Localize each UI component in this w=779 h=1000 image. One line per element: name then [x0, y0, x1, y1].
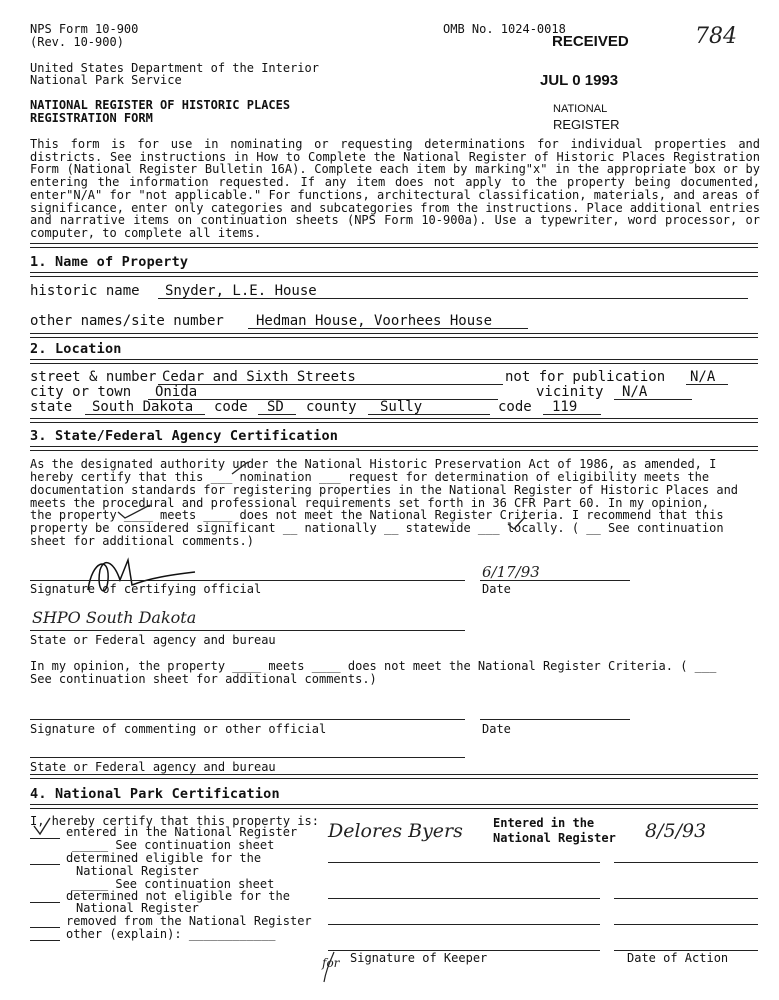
- other-names-label: other names/site number: [30, 313, 224, 329]
- state-label: state: [30, 399, 73, 415]
- certification-text-line: As the designated authority under the National Historic Preservation Act of 1986, as amended, I: [30, 457, 717, 471]
- blank-other: [30, 940, 60, 941]
- agency-line: [30, 757, 465, 758]
- signature-line: [328, 924, 600, 925]
- state-code-value: SD: [267, 399, 284, 415]
- county-code-value: 119: [552, 399, 578, 415]
- state-value: South Dakota: [92, 399, 194, 415]
- not-for-publication-label: not for publication: [505, 369, 666, 385]
- blank-not-eligible: [30, 902, 60, 903]
- check-meets-mark: [118, 505, 150, 518]
- date-of-action-label: Date of Action: [627, 951, 729, 965]
- received-office-stamp-1: NATIONAL: [553, 103, 608, 115]
- entered-stamp-line-1: Entered in the: [493, 816, 595, 830]
- certify-statement: I, hereby certify that this property is:: [30, 814, 319, 828]
- rule: [30, 774, 758, 779]
- for-mark: for: [322, 956, 340, 970]
- handwritten-number: 784: [695, 24, 737, 49]
- section-3-heading: 3. State/Federal Agency Certification: [30, 428, 339, 444]
- county-code-label: code: [498, 399, 532, 415]
- certifying-signature-label: Signature of certifying official: [30, 582, 262, 596]
- county-value: Sully: [380, 399, 423, 415]
- street-label: street & number: [30, 369, 157, 385]
- state-code-label: code: [214, 399, 248, 415]
- historic-name-value: Snyder, L.E. House: [165, 283, 317, 299]
- opinion-text-line: See continuation sheet for additional comments.): [30, 672, 377, 686]
- not-for-publication-value: N/A: [690, 369, 716, 385]
- form-subtitle: REGISTRATION FORM: [30, 111, 153, 125]
- blank-entered: [30, 838, 60, 839]
- option-continuation: _____ See continuation sheet: [72, 838, 275, 852]
- received-office-stamp-2: REGISTER: [553, 117, 620, 132]
- section-1-heading: 1. Name of Property: [30, 254, 189, 270]
- omb-number: OMB No. 1024-0018: [443, 22, 566, 36]
- option-eligible: determined eligible for the: [66, 851, 262, 865]
- certification-text-line: meets the procedural and professional requirements set forth in 36 CFR Part 60. In my opinion,: [30, 496, 710, 510]
- entered-stamp-line-2: National Register: [493, 831, 616, 845]
- certification-date-label: Date: [482, 582, 511, 596]
- form-revision: (Rev. 10-900): [30, 35, 124, 49]
- agency-line: [30, 630, 465, 631]
- vicinity-label: vicinity: [536, 384, 604, 400]
- service-name: National Park Service: [30, 73, 182, 87]
- instructions-paragraph: This form is for use in nominating or requesting determinations for individual properties and districts. See instructions in How to Complete the National Register of Historic Places Registration Form (National Register Bulletin 16A). Complete each item by marking"x" in the appropriate box or by entering the information requested. If any item does not apply to the property being documented, enter"N/A" for "not applicable." For functions, architectural classification, materials, and areas of significance, enter only categories and subcategories from the instructions. Place additional entries and narrative items on continuation sheets (NPS Form 10-900a). Use a typewriter, word processor, or computer, to complete all items.: [30, 137, 760, 240]
- check-locally-mark: [508, 517, 525, 529]
- signature-line: [328, 862, 600, 863]
- opinion-text-line: In my opinion, the property ____ meets ____ does not meet the National Register Criteria. ( ___: [30, 659, 717, 673]
- received-date-stamp: JUL 0 1993: [540, 72, 619, 89]
- county-label: county: [306, 399, 357, 415]
- street-value: Cedar and Sixth Streets: [162, 369, 356, 385]
- signature-line: [30, 719, 465, 720]
- date-line: [614, 862, 758, 863]
- option-not-eligible-2: National Register: [76, 901, 199, 915]
- agency-label-2: State or Federal agency and bureau: [30, 760, 276, 774]
- rule: [30, 804, 758, 809]
- form-number: NPS Form 10-900: [30, 22, 139, 36]
- city-label: city or town: [30, 384, 132, 400]
- date-line: [614, 924, 758, 925]
- signature-line: [30, 580, 465, 581]
- form-title: NATIONAL REGISTER OF HISTORIC PLACES: [30, 98, 291, 112]
- certification-text-line: hereby certify that this ___ nomination ___ request for determination of eligibility meets the: [30, 470, 710, 484]
- date-line: [614, 898, 758, 899]
- certification-text-line: sheet for additional comments.): [30, 534, 254, 548]
- option-eligible-2: National Register: [76, 864, 199, 878]
- keeper-signature-label: Signature of Keeper: [350, 951, 488, 965]
- agency-label: State or Federal agency and bureau: [30, 633, 276, 647]
- option-entered: entered in the National Register: [66, 825, 298, 839]
- certification-date-value: 6/17/93: [482, 563, 540, 581]
- vicinity-value: N/A: [622, 384, 648, 400]
- department-name: United States Department of the Interior: [30, 61, 319, 75]
- date-line: [480, 580, 630, 581]
- blank-eligible: [30, 864, 60, 865]
- section-4-heading: 4. National Park Certification: [30, 786, 280, 802]
- check-nomination-mark: [232, 462, 248, 474]
- agency-handwritten: SHPO South Dakota: [32, 608, 197, 627]
- certification-text-line: documentation standards for registering properties in the National Register of Historic Places and: [30, 483, 739, 497]
- action-date-value: 8/5/93: [645, 820, 707, 842]
- keeper-signature: Delores Byers: [328, 820, 463, 842]
- certification-text-line: the property ____ meets ____ does not meet the National Register Criteria. I recommend that this: [30, 508, 724, 522]
- date-line: [480, 719, 630, 720]
- commenting-date-label: Date: [482, 722, 511, 736]
- option-not-eligible: determined not eligible for the: [66, 889, 290, 903]
- option-removed: removed from the National Register: [66, 914, 312, 928]
- blank-removed: [30, 927, 60, 928]
- historic-name-label: historic name: [30, 283, 140, 299]
- option-other: other (explain): ____________: [66, 927, 276, 941]
- certification-text-line: property be considered significant __ nationally __ statewide ___ locally. ( __ See continuation: [30, 521, 724, 535]
- other-names-value: Hedman House, Voorhees House: [256, 313, 493, 329]
- city-value: Onida: [155, 384, 198, 400]
- option-continuation-2: _____ See continuation sheet: [72, 877, 275, 891]
- section-2-heading: 2. Location: [30, 341, 122, 357]
- signature-line: [328, 898, 600, 899]
- received-stamp: RECEIVED: [552, 33, 629, 50]
- commenting-signature-label: Signature of commenting or other official: [30, 722, 327, 736]
